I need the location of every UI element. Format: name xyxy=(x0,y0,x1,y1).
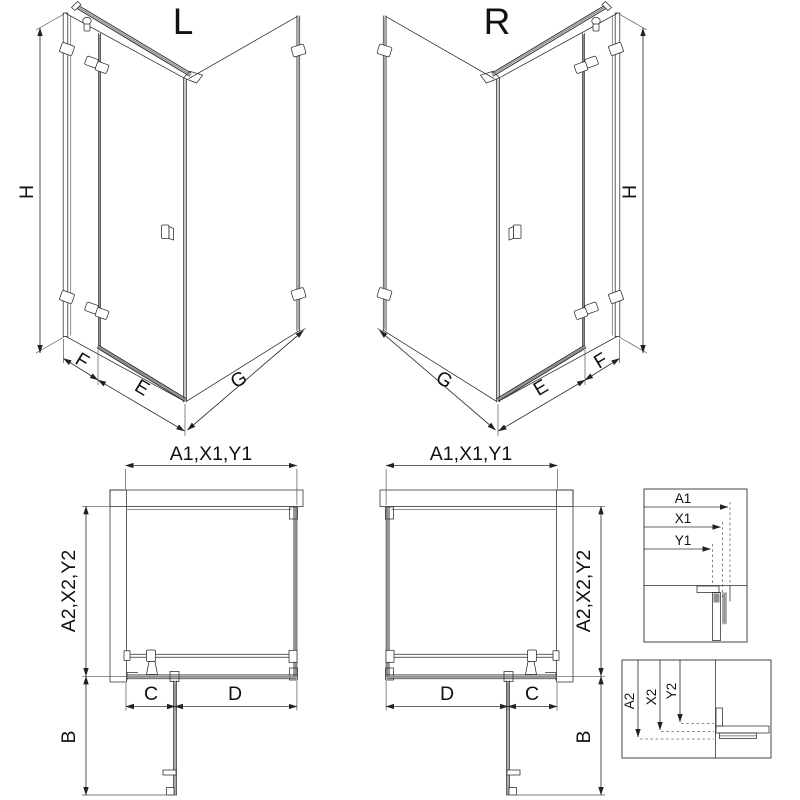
dim-label-c: C xyxy=(524,683,540,705)
dim-label-e: E xyxy=(130,375,154,401)
support-bar-plan xyxy=(386,650,559,675)
glass-bracket xyxy=(386,668,394,680)
dim-label-d: D xyxy=(439,683,455,705)
hinge-top xyxy=(95,61,109,74)
detail-label-a1: A1 xyxy=(674,491,692,506)
glass-bracket xyxy=(290,668,298,680)
detail-label-x1: X1 xyxy=(674,511,692,526)
plan-view-right xyxy=(380,443,605,795)
detail-label-y2: Y2 xyxy=(664,682,679,700)
dim-label-d: D xyxy=(227,683,243,705)
wall-bracket xyxy=(608,42,624,56)
wall-profile xyxy=(615,13,620,337)
glass-wall-bracket xyxy=(386,507,394,519)
open-door xyxy=(507,681,520,795)
door-handle-plan xyxy=(507,770,520,775)
door-handle xyxy=(162,225,174,240)
iso-view-left xyxy=(16,1,306,436)
dim-label-e: E xyxy=(529,375,553,401)
dim-cd-left xyxy=(126,681,297,711)
dim-width-right xyxy=(386,443,557,505)
dim-label-depth: A2,X2,Y2 xyxy=(58,549,80,633)
detail-box-width xyxy=(644,489,747,642)
iso-view-right xyxy=(377,1,647,436)
wall-profile xyxy=(63,13,68,337)
bar-wall-anchor xyxy=(83,17,91,24)
detail-label-a2: A2 xyxy=(622,692,637,710)
dim-label-g: G xyxy=(431,366,457,394)
wall-bracket xyxy=(59,42,75,56)
hinge-bottom xyxy=(95,307,109,320)
detail-label-x2: X2 xyxy=(644,688,659,706)
profile-section xyxy=(697,586,730,641)
dim-label-c: C xyxy=(143,683,159,705)
variant-label-right: R xyxy=(483,1,511,42)
hinge-top xyxy=(574,61,588,74)
door-handle xyxy=(509,225,521,240)
open-door xyxy=(163,681,176,795)
wall-bracket xyxy=(377,287,392,300)
dim-width-left xyxy=(126,443,297,505)
dim-label-f: F xyxy=(71,348,93,374)
variant-label-left: L xyxy=(172,1,194,42)
door-handle-plan xyxy=(163,770,176,775)
dim-label-depth: A2,X2,Y2 xyxy=(573,549,595,633)
glass-wall-bracket xyxy=(290,507,298,519)
dim-height-right xyxy=(619,14,647,353)
dim-label-width: A1,X1,Y1 xyxy=(169,443,253,465)
detail-box-depth xyxy=(622,660,771,758)
support-bar-plan xyxy=(124,650,297,675)
wall-bracket xyxy=(608,290,624,304)
dim-label-h: H xyxy=(619,184,641,200)
dim-height-left xyxy=(16,14,64,353)
dim-label-g: G xyxy=(226,366,252,394)
dim-cd-right xyxy=(386,681,557,711)
wall-bracket xyxy=(59,290,75,304)
dim-label-width: A1,X1,Y1 xyxy=(429,443,513,465)
dim-label-b: B xyxy=(58,730,80,744)
wall-bracket xyxy=(291,287,306,300)
dim-label-f: F xyxy=(590,348,612,374)
dim-label-h: H xyxy=(16,184,38,200)
bar-clamp xyxy=(528,650,537,662)
bar-clamp xyxy=(147,650,156,662)
plan-view-left xyxy=(58,443,303,795)
wall-bracket xyxy=(291,44,306,57)
profile-section xyxy=(716,708,769,739)
bar-wall-anchor xyxy=(592,17,600,24)
dim-label-b: B xyxy=(573,730,595,744)
hinge-bottom xyxy=(574,307,588,320)
dim-depth-left xyxy=(58,506,177,795)
wall-top xyxy=(110,490,303,507)
wall-top xyxy=(380,490,573,507)
detail-label-y1: Y1 xyxy=(674,533,692,548)
wall-bracket xyxy=(377,44,392,57)
